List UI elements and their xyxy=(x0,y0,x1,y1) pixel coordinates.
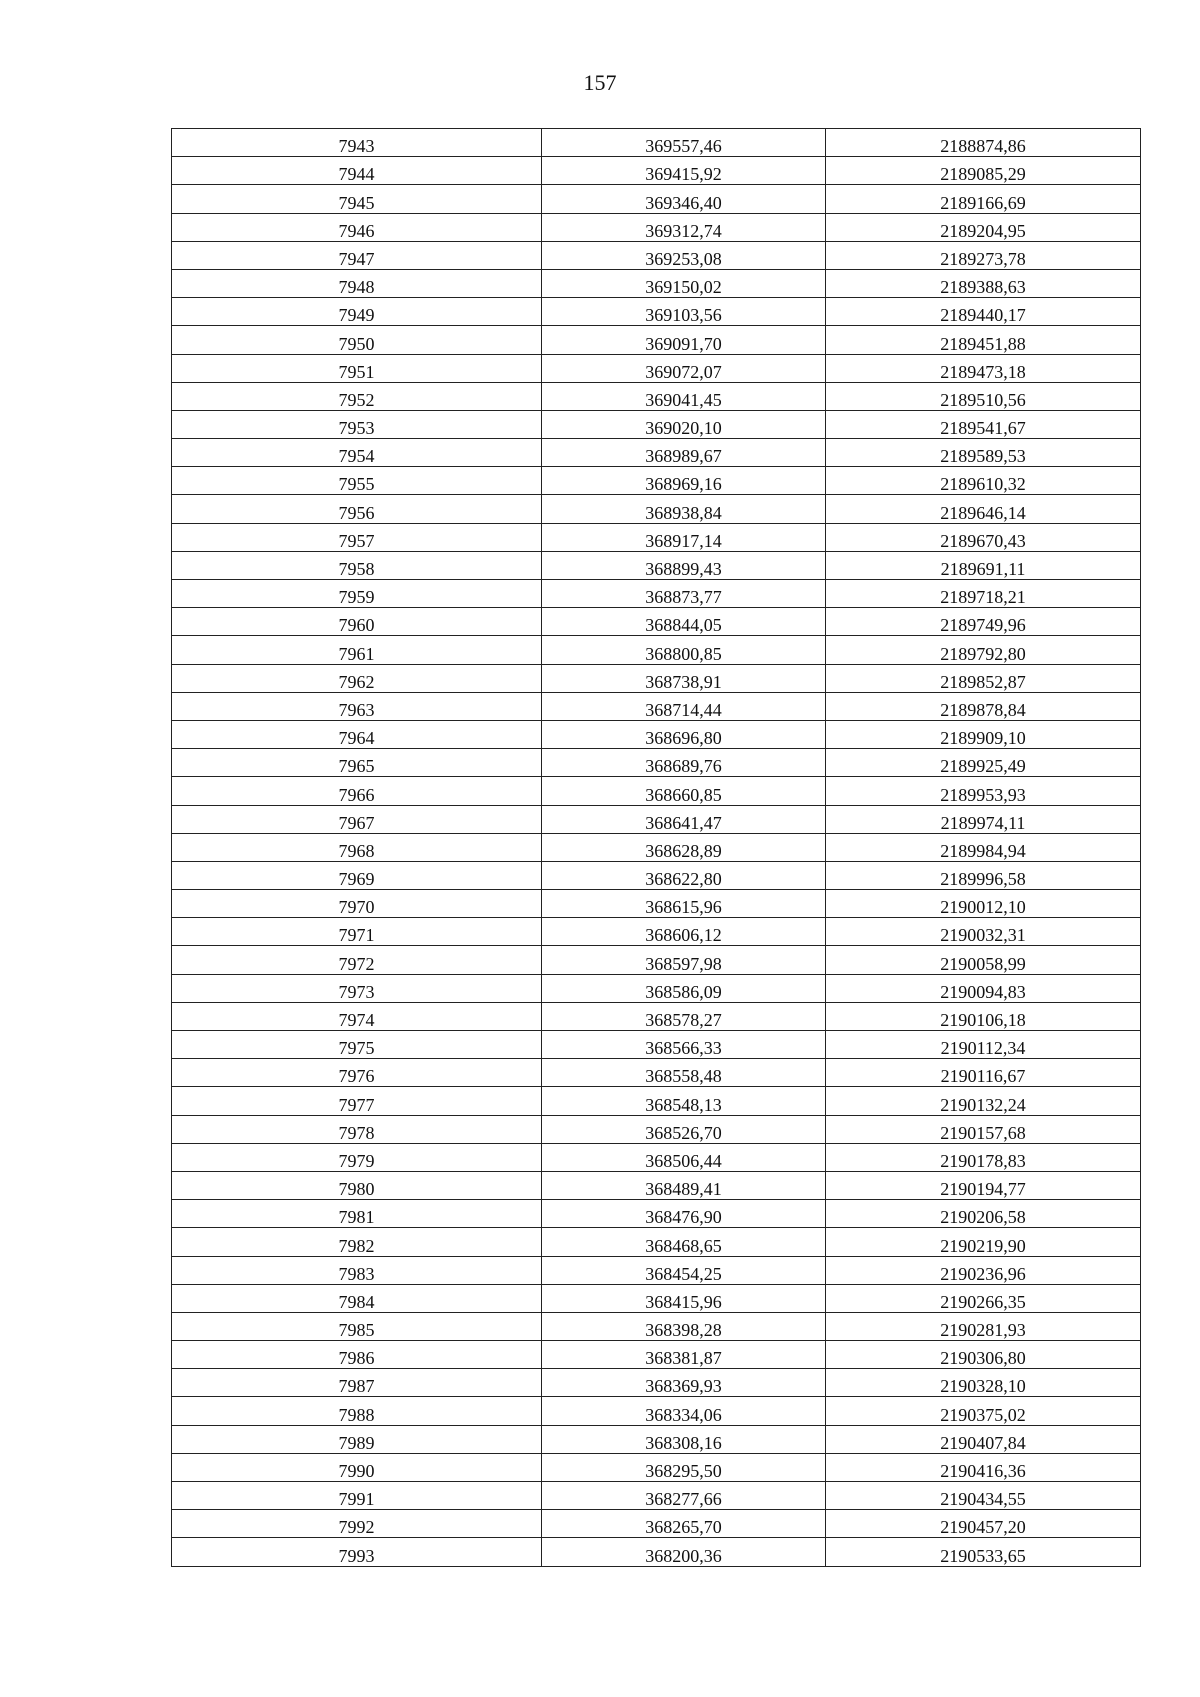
page-number: 157 xyxy=(583,70,617,95)
x-coordinate-cell: 368476,90 xyxy=(542,1200,826,1228)
y-coordinate-cell: 2190178,83 xyxy=(826,1143,1141,1171)
x-coordinate-cell: 368334,06 xyxy=(542,1397,826,1425)
point-number-cell: 7953 xyxy=(172,410,542,438)
point-number-cell: 7988 xyxy=(172,1397,542,1425)
point-number-cell: 7974 xyxy=(172,1002,542,1030)
point-number-cell: 7947 xyxy=(172,241,542,269)
table-row xyxy=(172,890,1141,918)
point-number-cell: 7966 xyxy=(172,777,542,805)
point-number-cell: 7978 xyxy=(172,1115,542,1143)
x-coordinate-cell: 368468,65 xyxy=(542,1228,826,1256)
y-coordinate-cell: 2189974,11 xyxy=(826,805,1141,833)
y-coordinate-cell: 2189792,80 xyxy=(826,636,1141,664)
point-number-cell: 7943 xyxy=(172,129,542,157)
table-row xyxy=(172,382,1141,410)
point-number-cell: 7973 xyxy=(172,974,542,1002)
point-number-cell: 7950 xyxy=(172,326,542,354)
x-coordinate-cell: 368566,33 xyxy=(542,1031,826,1059)
point-number-cell: 7945 xyxy=(172,185,542,213)
point-number-cell: 7982 xyxy=(172,1228,542,1256)
table-row xyxy=(172,213,1141,241)
y-coordinate-cell: 2190094,83 xyxy=(826,974,1141,1002)
y-coordinate-cell: 2189953,93 xyxy=(826,777,1141,805)
table-row xyxy=(172,1312,1141,1340)
point-number-cell: 7965 xyxy=(172,749,542,777)
point-number-cell: 7959 xyxy=(172,580,542,608)
y-coordinate-cell: 2190194,77 xyxy=(826,1171,1141,1199)
x-coordinate-cell: 368506,44 xyxy=(542,1143,826,1171)
y-coordinate-cell: 2189718,21 xyxy=(826,580,1141,608)
table-row xyxy=(172,974,1141,1002)
point-number-cell: 7989 xyxy=(172,1425,542,1453)
point-number-cell: 7949 xyxy=(172,298,542,326)
y-coordinate-cell: 2190157,68 xyxy=(826,1115,1141,1143)
y-coordinate-cell: 2190328,10 xyxy=(826,1369,1141,1397)
table-row xyxy=(172,1538,1141,1566)
x-coordinate-cell: 369041,45 xyxy=(542,382,826,410)
table-row xyxy=(172,833,1141,861)
y-coordinate-cell: 2190116,67 xyxy=(826,1059,1141,1087)
point-number-cell: 7968 xyxy=(172,833,542,861)
x-coordinate-cell: 368558,48 xyxy=(542,1059,826,1087)
point-number-cell: 7957 xyxy=(172,523,542,551)
table-row xyxy=(172,1425,1141,1453)
point-number-cell: 7955 xyxy=(172,467,542,495)
x-coordinate-cell: 368295,50 xyxy=(542,1453,826,1481)
x-coordinate-cell: 369072,07 xyxy=(542,354,826,382)
y-coordinate-cell: 2190281,93 xyxy=(826,1312,1141,1340)
point-number-cell: 7963 xyxy=(172,692,542,720)
point-number-cell: 7985 xyxy=(172,1312,542,1340)
y-coordinate-cell: 2189166,69 xyxy=(826,185,1141,213)
y-coordinate-cell: 2189852,87 xyxy=(826,664,1141,692)
table-row xyxy=(172,1087,1141,1115)
y-coordinate-cell: 2189691,11 xyxy=(826,551,1141,579)
table-row xyxy=(172,692,1141,720)
y-coordinate-cell: 2189589,53 xyxy=(826,439,1141,467)
y-coordinate-cell: 2190032,31 xyxy=(826,918,1141,946)
table-row xyxy=(172,720,1141,748)
x-coordinate-cell: 368578,27 xyxy=(542,1002,826,1030)
x-coordinate-cell: 369312,74 xyxy=(542,213,826,241)
point-number-cell: 7944 xyxy=(172,157,542,185)
table-row xyxy=(172,861,1141,889)
table-row xyxy=(172,1059,1141,1087)
point-number-cell: 7984 xyxy=(172,1284,542,1312)
point-number-cell: 7972 xyxy=(172,946,542,974)
table-row xyxy=(172,410,1141,438)
x-coordinate-cell: 368415,96 xyxy=(542,1284,826,1312)
table-row xyxy=(172,185,1141,213)
point-number-cell: 7987 xyxy=(172,1369,542,1397)
x-coordinate-cell: 369150,02 xyxy=(542,269,826,297)
point-number-cell: 7967 xyxy=(172,805,542,833)
y-coordinate-cell: 2189440,17 xyxy=(826,298,1141,326)
table-row xyxy=(172,157,1141,185)
table-row xyxy=(172,1397,1141,1425)
table-row xyxy=(172,1228,1141,1256)
y-coordinate-cell: 2189388,63 xyxy=(826,269,1141,297)
y-coordinate-cell: 2189670,43 xyxy=(826,523,1141,551)
table-row xyxy=(172,749,1141,777)
table-row xyxy=(172,1031,1141,1059)
table-row xyxy=(172,1200,1141,1228)
table-row xyxy=(172,551,1141,579)
x-coordinate-cell: 368641,47 xyxy=(542,805,826,833)
y-coordinate-cell: 2190375,02 xyxy=(826,1397,1141,1425)
table-row xyxy=(172,1453,1141,1481)
x-coordinate-cell: 368369,93 xyxy=(542,1369,826,1397)
x-coordinate-cell: 368660,85 xyxy=(542,777,826,805)
y-coordinate-cell: 2189085,29 xyxy=(826,157,1141,185)
x-coordinate-cell: 369103,56 xyxy=(542,298,826,326)
coordinates-table-body xyxy=(172,129,1141,1567)
table-row xyxy=(172,1171,1141,1199)
x-coordinate-cell: 369346,40 xyxy=(542,185,826,213)
x-coordinate-cell: 368938,84 xyxy=(542,495,826,523)
point-number-cell: 7948 xyxy=(172,269,542,297)
y-coordinate-cell: 2190132,24 xyxy=(826,1087,1141,1115)
y-coordinate-cell: 2190236,96 xyxy=(826,1256,1141,1284)
coordinates-table xyxy=(171,128,1141,1567)
table-row xyxy=(172,918,1141,946)
point-number-cell: 7976 xyxy=(172,1059,542,1087)
point-number-cell: 7990 xyxy=(172,1453,542,1481)
x-coordinate-cell: 369091,70 xyxy=(542,326,826,354)
table-row xyxy=(172,777,1141,805)
table-row xyxy=(172,1143,1141,1171)
point-number-cell: 7970 xyxy=(172,890,542,918)
x-coordinate-cell: 368586,09 xyxy=(542,974,826,1002)
y-coordinate-cell: 2189749,96 xyxy=(826,608,1141,636)
y-coordinate-cell: 2189878,84 xyxy=(826,692,1141,720)
table-row xyxy=(172,1284,1141,1312)
y-coordinate-cell: 2190407,84 xyxy=(826,1425,1141,1453)
point-number-cell: 7946 xyxy=(172,213,542,241)
point-number-cell: 7986 xyxy=(172,1341,542,1369)
y-coordinate-cell: 2189541,67 xyxy=(826,410,1141,438)
x-coordinate-cell: 368277,66 xyxy=(542,1482,826,1510)
point-number-cell: 7964 xyxy=(172,720,542,748)
table-row xyxy=(172,326,1141,354)
x-coordinate-cell: 368265,70 xyxy=(542,1510,826,1538)
table-row xyxy=(172,580,1141,608)
table-row xyxy=(172,608,1141,636)
x-coordinate-cell: 368689,76 xyxy=(542,749,826,777)
x-coordinate-cell: 369415,92 xyxy=(542,157,826,185)
x-coordinate-cell: 368800,85 xyxy=(542,636,826,664)
x-coordinate-cell: 368844,05 xyxy=(542,608,826,636)
point-number-cell: 7961 xyxy=(172,636,542,664)
y-coordinate-cell: 2189610,32 xyxy=(826,467,1141,495)
y-coordinate-cell: 2189996,58 xyxy=(826,861,1141,889)
point-number-cell: 7977 xyxy=(172,1087,542,1115)
x-coordinate-cell: 368899,43 xyxy=(542,551,826,579)
y-coordinate-cell: 2189984,94 xyxy=(826,833,1141,861)
point-number-cell: 7962 xyxy=(172,664,542,692)
table-row xyxy=(172,1482,1141,1510)
point-number-cell: 7956 xyxy=(172,495,542,523)
table-row xyxy=(172,495,1141,523)
y-coordinate-cell: 2189510,56 xyxy=(826,382,1141,410)
table-row xyxy=(172,1002,1141,1030)
x-coordinate-cell: 368738,91 xyxy=(542,664,826,692)
table-row xyxy=(172,1369,1141,1397)
table-row xyxy=(172,1341,1141,1369)
point-number-cell: 7980 xyxy=(172,1171,542,1199)
y-coordinate-cell: 2189909,10 xyxy=(826,720,1141,748)
x-coordinate-cell: 368597,98 xyxy=(542,946,826,974)
point-number-cell: 7954 xyxy=(172,439,542,467)
x-coordinate-cell: 368873,77 xyxy=(542,580,826,608)
y-coordinate-cell: 2190434,55 xyxy=(826,1482,1141,1510)
x-coordinate-cell: 369253,08 xyxy=(542,241,826,269)
table-row xyxy=(172,1256,1141,1284)
x-coordinate-cell: 368989,67 xyxy=(542,439,826,467)
y-coordinate-cell: 2190058,99 xyxy=(826,946,1141,974)
table-row xyxy=(172,439,1141,467)
x-coordinate-cell: 368606,12 xyxy=(542,918,826,946)
x-coordinate-cell: 368628,89 xyxy=(542,833,826,861)
y-coordinate-cell: 2190012,10 xyxy=(826,890,1141,918)
point-number-cell: 7992 xyxy=(172,1510,542,1538)
point-number-cell: 7971 xyxy=(172,918,542,946)
table-row xyxy=(172,1115,1141,1143)
x-coordinate-cell: 368454,25 xyxy=(542,1256,826,1284)
point-number-cell: 7983 xyxy=(172,1256,542,1284)
table-row xyxy=(172,805,1141,833)
point-number-cell: 7960 xyxy=(172,608,542,636)
y-coordinate-cell: 2190219,90 xyxy=(826,1228,1141,1256)
table-row xyxy=(172,523,1141,551)
table-row xyxy=(172,354,1141,382)
x-coordinate-cell: 368489,41 xyxy=(542,1171,826,1199)
y-coordinate-cell: 2189451,88 xyxy=(826,326,1141,354)
point-number-cell: 7979 xyxy=(172,1143,542,1171)
x-coordinate-cell: 369020,10 xyxy=(542,410,826,438)
table-row xyxy=(172,636,1141,664)
y-coordinate-cell: 2189473,18 xyxy=(826,354,1141,382)
point-number-cell: 7952 xyxy=(172,382,542,410)
point-number-cell: 7958 xyxy=(172,551,542,579)
x-coordinate-cell: 368615,96 xyxy=(542,890,826,918)
y-coordinate-cell: 2190266,35 xyxy=(826,1284,1141,1312)
table-row xyxy=(172,467,1141,495)
x-coordinate-cell: 369557,46 xyxy=(542,129,826,157)
x-coordinate-cell: 368548,13 xyxy=(542,1087,826,1115)
y-coordinate-cell: 2190106,18 xyxy=(826,1002,1141,1030)
y-coordinate-cell: 2189204,95 xyxy=(826,213,1141,241)
table-row xyxy=(172,269,1141,297)
y-coordinate-cell: 2189925,49 xyxy=(826,749,1141,777)
y-coordinate-cell: 2190416,36 xyxy=(826,1453,1141,1481)
table-row xyxy=(172,664,1141,692)
x-coordinate-cell: 368381,87 xyxy=(542,1341,826,1369)
point-number-cell: 7951 xyxy=(172,354,542,382)
x-coordinate-cell: 368622,80 xyxy=(542,861,826,889)
x-coordinate-cell: 368398,28 xyxy=(542,1312,826,1340)
x-coordinate-cell: 368308,16 xyxy=(542,1425,826,1453)
x-coordinate-cell: 368200,36 xyxy=(542,1538,826,1566)
y-coordinate-cell: 2190112,34 xyxy=(826,1031,1141,1059)
x-coordinate-cell: 368714,44 xyxy=(542,692,826,720)
y-coordinate-cell: 2189273,78 xyxy=(826,241,1141,269)
y-coordinate-cell: 2189646,14 xyxy=(826,495,1141,523)
x-coordinate-cell: 368917,14 xyxy=(542,523,826,551)
y-coordinate-cell: 2190457,20 xyxy=(826,1510,1141,1538)
x-coordinate-cell: 368969,16 xyxy=(542,467,826,495)
y-coordinate-cell: 2190533,65 xyxy=(826,1538,1141,1566)
point-number-cell: 7975 xyxy=(172,1031,542,1059)
y-coordinate-cell: 2190206,58 xyxy=(826,1200,1141,1228)
table-row xyxy=(172,1510,1141,1538)
table-row xyxy=(172,241,1141,269)
x-coordinate-cell: 368526,70 xyxy=(542,1115,826,1143)
point-number-cell: 7991 xyxy=(172,1482,542,1510)
x-coordinate-cell: 368696,80 xyxy=(542,720,826,748)
table-row xyxy=(172,298,1141,326)
table-row xyxy=(172,129,1141,157)
table-row xyxy=(172,946,1141,974)
point-number-cell: 7993 xyxy=(172,1538,542,1566)
point-number-cell: 7969 xyxy=(172,861,542,889)
point-number-cell: 7981 xyxy=(172,1200,542,1228)
y-coordinate-cell: 2190306,80 xyxy=(826,1341,1141,1369)
y-coordinate-cell: 2188874,86 xyxy=(826,129,1141,157)
